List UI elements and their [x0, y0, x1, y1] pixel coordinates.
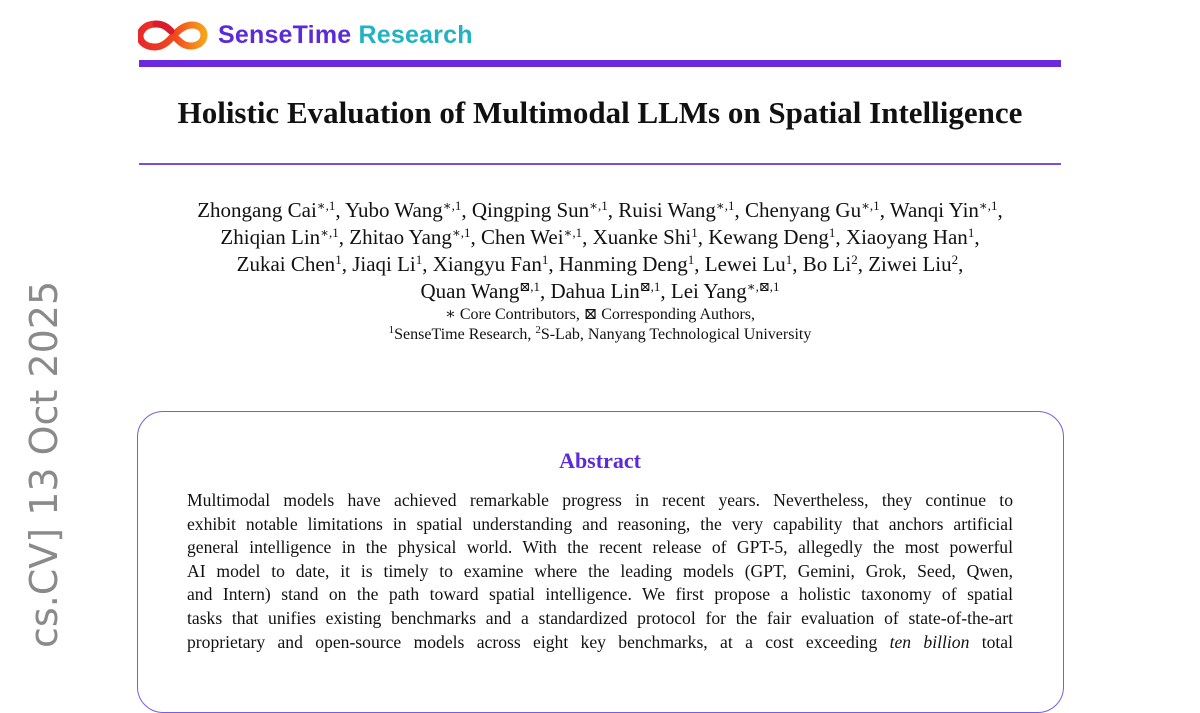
author-affiliation-marker: ∗,1	[316, 198, 336, 213]
author-affiliation-marker: ∗,1	[563, 225, 583, 240]
author-affiliation-marker: ⊠,1	[519, 279, 540, 294]
arxiv-stamp: cs.CV] 13 Oct 2025	[22, 280, 66, 648]
abstract-heading: Abstract	[559, 448, 641, 473]
author-affiliation-marker: 1	[335, 252, 342, 267]
brand-name	[218, 21, 473, 50]
author-name: Zhitao Yang	[349, 225, 452, 249]
author-affiliation-marker: ∗,1	[978, 198, 998, 213]
author-affiliation-marker: 1	[785, 252, 793, 267]
affiliations	[0, 326, 1200, 344]
author-name: Chen Wei	[481, 225, 564, 249]
paper-title: Holistic Evaluation of Multimodal LLMs on Spatial Intelligence	[177, 95, 1023, 130]
author-name: Lewei Lu	[704, 252, 786, 276]
author-name: Ruisi Wang	[618, 198, 716, 222]
brand-name-secondary: Research	[358, 20, 473, 49]
author-affiliation-marker: 2	[951, 252, 959, 267]
author-name: Quan Wang	[420, 279, 520, 303]
author-line-3: Zukai Chen$^1$, Jiaqi Li$^1$, Xiangyu Fan$^1$, Hanming Deng$^1$, Lewei Lu$^1$, Bo Li$^2$, Ziwei Liu$^2$,	[236, 252, 964, 276]
abstract-line: general intelligence in the physical world. With the recent release of GPT-5, allegedly the most powerful	[187, 537, 1013, 558]
author-name: Bo Li	[802, 252, 852, 276]
author-name: Hanming Deng	[558, 252, 688, 276]
abstract-line-last: proprietary and open-source models across eight key benchmarks, at a cost exceeding ten billion total	[187, 631, 1013, 652]
author-affiliation-marker: ∗,1	[715, 198, 735, 213]
author-name: Ziwei Liu	[868, 252, 952, 276]
author-name: Xiangyu Fan	[432, 252, 542, 276]
author-name: Wanqi Yin	[889, 198, 979, 222]
abstract-line: tasks that unifies existing benchmarks and a standardized protocol for the fair evaluation of state-of-the-art	[187, 607, 1013, 628]
author-affiliation-marker: ∗,1	[442, 198, 462, 213]
author-name: Jiaqi Li	[352, 252, 416, 276]
author-name: Dahua Lin	[550, 279, 640, 303]
abstract-line: Multimodal models have achieved remarkable progress in recent years. Nevertheless, they continue to	[187, 490, 1013, 510]
title-rule	[139, 163, 1061, 165]
author-affiliation-marker: 1	[967, 225, 975, 240]
author-name: Kewang Deng	[708, 225, 829, 249]
author-affiliation-marker: 1	[541, 252, 549, 267]
author-name: Yubo Wang	[345, 198, 443, 222]
author-affiliation-marker: 1	[828, 225, 836, 240]
author-affiliation-marker: ⊠,1	[639, 279, 661, 294]
author-line-1: Zhongang Cai$^{∗,1}$, Yubo Wang$^{∗,1}$, Qingping Sun$^{∗,1}$, Ruisi Wang$^{∗,1}$, Chenyang $Gu^{∗,1}$, Wanqi Yin$^{∗,1}$,	[197, 198, 1003, 222]
header-rule	[139, 60, 1061, 67]
abstract-line: AI model to date, it is timely to examine where the leading models (GPT, Gemini, Grok, Seed, Qwen,	[187, 560, 1013, 581]
author-name: Lei Yang	[670, 279, 747, 303]
author-name: Zukai Chen	[236, 252, 336, 276]
author-name: Xuanke Shi	[592, 225, 692, 249]
brand-name-primary: SenseTime	[218, 20, 352, 49]
affiliation-1: SenseTime Research,	[394, 326, 536, 343]
affiliation-2: S-Lab, Nanyang Technological University	[540, 326, 812, 343]
author-name: Zhongang Cai	[197, 198, 317, 222]
author-affiliation-marker: ∗,⊠,1	[746, 279, 780, 294]
affiliation-2-marker: 2	[535, 324, 541, 336]
affiliation-1-marker: 1	[388, 324, 395, 336]
author-line-2: Zhiqian Lin$^{∗,1}$, Zhitao Yang$^{∗,1}$, Chen Wei$^{∗,1}$, Xuanke Shi$^1$, Kewang Deng$^1$, Xiaoyang Han$^1$,	[220, 225, 980, 249]
author-affiliation-marker: 1	[691, 225, 698, 240]
author-name: Chenyang Gu	[745, 198, 862, 222]
author-name: Xiaoyang Han	[845, 225, 968, 249]
abstract-body	[187, 489, 1013, 654]
author-line-4: Quan Wang$^{⊠,1}$, Dahua Lin$^{⊠,1}$, Lei Yang$^{∗,⊠,1}$	[420, 279, 780, 303]
abstract-line: and Intern) stand on the path toward spatial intelligence. We first propose a holistic taxonomy of spatial	[187, 584, 1013, 605]
author-name: Zhiqian Lin	[220, 225, 321, 249]
sensetime-logo-icon	[138, 16, 208, 54]
author-affiliation-marker: ∗,1	[589, 198, 608, 213]
author-list	[0, 197, 1200, 305]
brand-logo	[138, 16, 473, 54]
author-affiliation-marker: ∗,1	[861, 198, 880, 213]
emphasis: ten billion	[889, 631, 970, 652]
author-affiliation-marker: ∗,1	[320, 225, 339, 240]
author-affiliation-marker: 1	[687, 252, 695, 267]
author-affiliation-marker: ∗,1	[451, 225, 471, 240]
contributor-note: ∗ Core Contributors, ⊠ Corresponding Authors,	[444, 306, 756, 323]
abstract-line: exhibit notable limitations in spatial understanding and reasoning, the very capability that anchors artificial	[187, 513, 1013, 534]
author-affiliation-marker: 2	[851, 252, 858, 267]
author-affiliation-marker: 1	[415, 252, 423, 267]
author-name: Qingping Sun	[471, 198, 590, 222]
